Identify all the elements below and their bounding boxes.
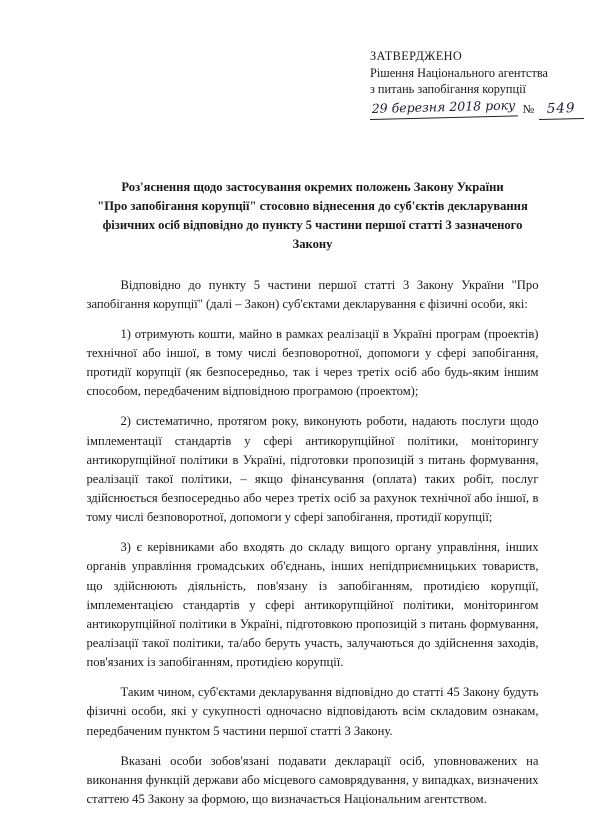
paragraph-conclusion: Таким чином, суб'єктами декларування відповідно до статті 45 Закону будуть фізичні особи, які у сукупності одночасно відповідають всім складовим ознакам, передбаченим пунктом 5 частини першої статті 3 Закону.	[86, 685, 539, 738]
approval-block	[370, 48, 605, 120]
paragraph-item-3: 3) є керівниками або входять до складу вищого органу управління, інших органів управління громадських об'єднань, інших непідприємницьких товариств, що здійснюють діяльність, пов'язану із запобіганням, протидією корупції, імплементацією стандартів у сфері антикорупційної політики, моніторингом антикорупційної політики в Україні, підготовкою пропозицій з питань формування, реалізації такої політики, та/або беруть участь, залучаються до здійснення заходів, пов'язаних із запобіганням, протидією корупції.	[86, 540, 539, 670]
paragraph-item-1: 1) отримують кошти, майно в рамках реалізації в Україні програм (проектів) технічної або іншої, в тому числі безповоротної, допомоги у сфері запобігання, протидії корупції (як безпосередньо, так і через третіх осіб або будь-яким іншим способом, передбаченим відповідною програмою (проектом);	[86, 326, 539, 399]
approval-number-label: №	[522, 101, 535, 116]
approval-number-handwritten: 549	[539, 99, 584, 120]
paragraph-intro: Відповідно до пункту 5 частини першої статті 3 Закону України "Про запобігання корупції" (далі – Закон) суб'єктами декларування є фізичні особи, які:	[86, 277, 539, 311]
document-body	[87, 276, 539, 810]
title-line-2: "Про запобігання корупції" стосовно віднесення до суб'єктів декларування	[97, 198, 528, 213]
page-title	[87, 178, 539, 254]
title-line-4: Закону	[292, 236, 333, 251]
approval-signature-row	[370, 97, 605, 120]
paragraph-obligation: Вказані особи зобов'язані подавати декларації осіб, уповноважених на виконання функцій держави або місцевого самоврядування, у випадках, визначених статтею 45 Закону за формою, що визначається Національним агентством.	[86, 753, 539, 806]
approval-date-handwritten: 29 березня 2018 року	[370, 97, 518, 119]
approval-line-1: Рішення Національного агентства	[370, 65, 548, 80]
approval-line-2: з питань запобігання корупції	[370, 82, 526, 97]
approval-heading: ЗАТВЕРДЖЕНО	[370, 49, 463, 63]
title-line-1: Роз'яснення щодо застосування окремих положень Закону України	[121, 180, 504, 194]
title-line-3: фізичних осіб відповідно до пункту 5 частини першої статті 3 зазначеного	[102, 217, 523, 232]
paragraph-item-2: 2) систематично, протягом року, виконують роботи, надають послуги щодо імплементації стандартів у сфері антикорупційної політики, моніторингу антикорупційної політики в Україні, підготовки пропозицій з питань формування, реалізації такої політики, – якщо фінансування (оплата) таких робіт, послуг здійснюється безпосередньо або через третіх осіб за рахунок технічної або іншої, в тому числі безповоротної, допомоги у сфері запобігання, протидії корупції;	[86, 414, 539, 525]
